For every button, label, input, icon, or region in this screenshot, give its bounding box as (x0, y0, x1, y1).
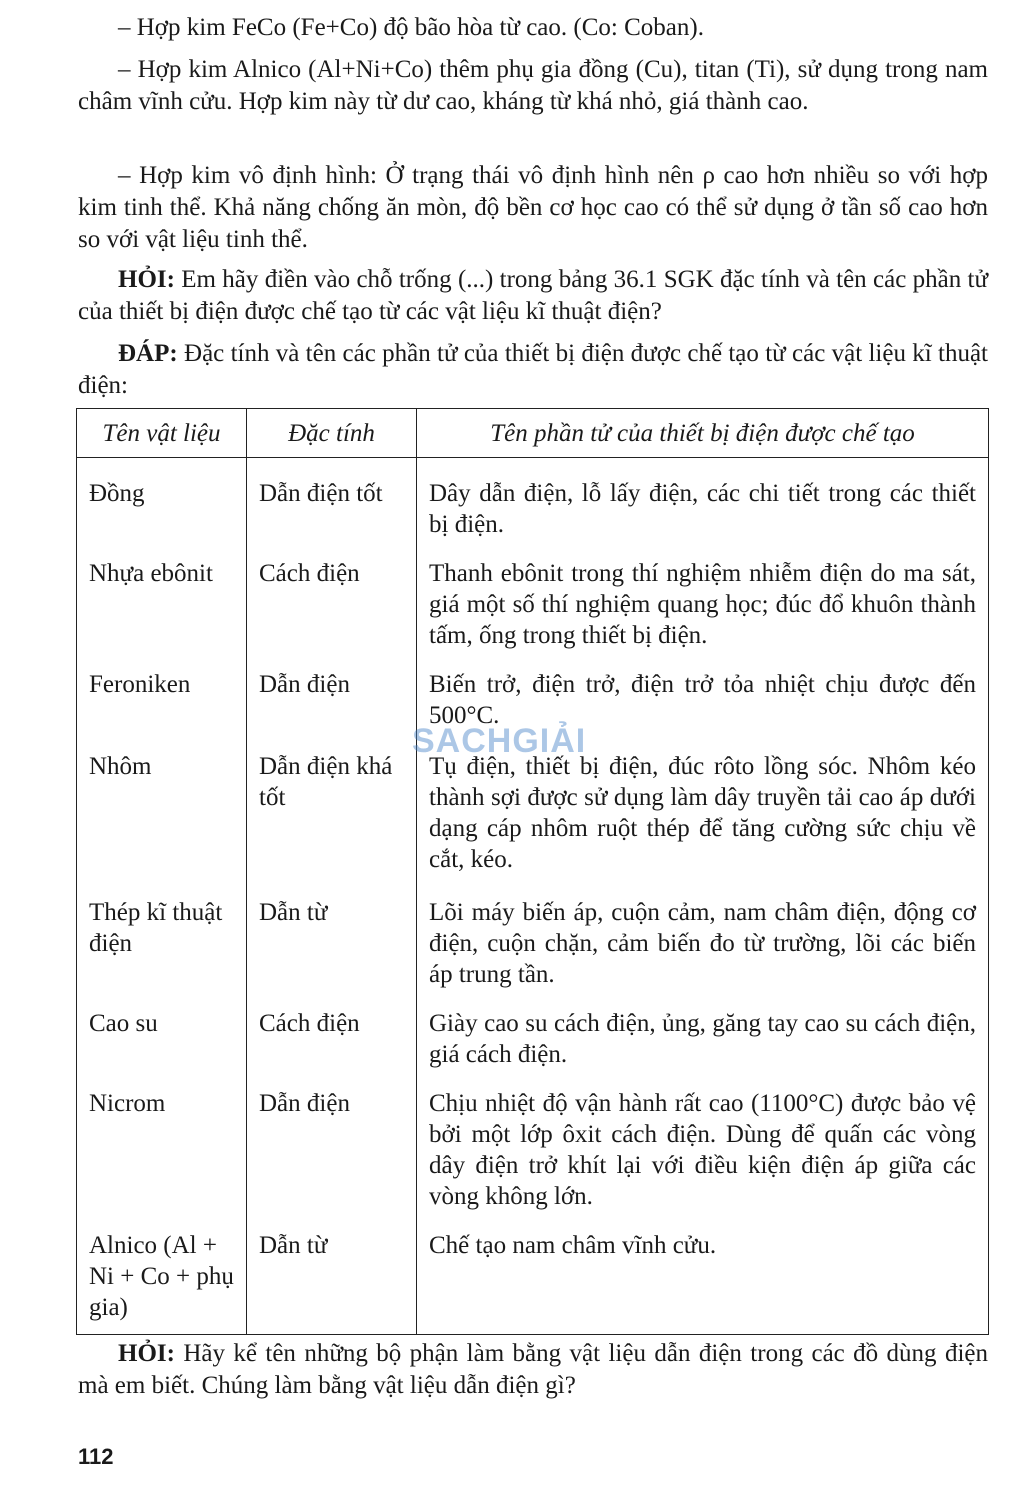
material-property: Dẫn điện (247, 1080, 417, 1222)
header-property: Đặc tính (247, 409, 417, 458)
answer-label: ĐÁP: (118, 340, 178, 367)
answer-text: Đặc tính và tên các phần tử của thiết bị điện được chế tạo từ các vật liệu kĩ thuật điện: (78, 340, 988, 399)
material-usage: Dây dẫn điện, lỗ lấy điện, các chi tiết trong các thiết bị điện. (417, 458, 989, 551)
header-material-name: Tên vật liệu (77, 409, 247, 458)
material-usage: Chịu nhiệt độ vận hành rất cao (1100°C) được bảo vệ bởi một lớp ôxit cách điện. Dùng để quấn các vòng dây điện trở khít lại với điều kiện điện áp giữa các vòng không lớn. (417, 1080, 989, 1222)
header-component: Tên phần tử của thiết bị điện được chế tạo (417, 409, 989, 458)
material-usage: Giày cao su cách điện, ủng, găng tay cao su cách điện, giá cách điện. (417, 1000, 989, 1080)
answer-1 (78, 338, 988, 402)
material-property: Dẫn từ (247, 1222, 417, 1334)
material-property: Cách điện (247, 1000, 417, 1080)
table-row (77, 1080, 989, 1222)
material-name: Nhựa ebônit (77, 550, 247, 661)
table-row (77, 1000, 989, 1080)
question-text: Hãy kể tên những bộ phận làm bằng vật liệu dẫn điện trong các đồ dùng điện mà em biết. Chúng làm bằng vật liệu dẫn điện gì? (78, 1340, 988, 1399)
paragraph-alnico: – Hợp kim Alnico (Al+Ni+Co) thêm phụ gia đồng (Cu), titan (Ti), sử dụng trong nam châm vĩnh cửu. Hợp kim này từ dư cao, kháng từ khá nhỏ, giá thành cao. (78, 56, 988, 115)
table-row (77, 743, 989, 889)
question-text: Em hãy điền vào chỗ trống (...) trong bảng 36.1 SGK đặc tính và tên các phần tử của thiết bị điện được chế tạo từ các vật liệu kĩ thuật điện? (78, 266, 988, 325)
material-usage: Lõi máy biến áp, cuộn cảm, nam châm điện, động cơ điện, cuộn chặn, cảm biến đo từ trường, lõi các biến áp trung tần. (417, 889, 989, 1000)
watermark-logo: SACHGIẢI (412, 722, 587, 760)
material-property: Dẫn điện (247, 661, 417, 743)
material-property: Cách điện (247, 550, 417, 661)
table-row (77, 458, 989, 551)
material-usage: Biến trở, điện trở, điện trở tỏa nhiệt chịu được đến 500°C. (417, 661, 989, 743)
question-1 (78, 264, 988, 328)
table-header-row (77, 409, 989, 458)
material-name: Nicrom (77, 1080, 247, 1222)
table-row (77, 550, 989, 661)
question-2 (78, 1338, 988, 1402)
table-row (77, 1222, 989, 1334)
material-name: Thép kĩ thuật điện (77, 889, 247, 1000)
question-label: HỎI: (118, 1340, 175, 1367)
material-property: Dẫn điện tốt (247, 458, 417, 551)
material-name: Nhôm (77, 743, 247, 889)
paragraph-amorphous: – Hợp kim vô định hình: Ở trạng thái vô định hình nên ρ cao hơn nhiều so với hợp kim tinh thể. Khả năng chống ăn mòn, độ bền cơ học cao có thể sử dụng ở tần số cao hơn so với vật liệu tinh thể. (78, 162, 988, 253)
material-name: Đồng (77, 458, 247, 551)
material-name: Alnico (Al + Ni + Co + phụ gia) (77, 1222, 247, 1334)
material-name: Feroniken (77, 661, 247, 743)
material-usage: Chế tạo nam châm vĩnh cửu. (417, 1222, 989, 1334)
page-number: 112 (78, 1444, 114, 1469)
material-name: Cao su (77, 1000, 247, 1080)
material-usage: Tụ điện, thiết bị điện, đúc rôto lồng sóc. Nhôm kéo thành sợi được sử dụng làm dây truyền tải cao áp dưới dạng cáp nhôm ruột thép để tăng cường sức chịu về cắt, kéo. (417, 743, 989, 889)
material-usage: Thanh ebônit trong thí nghiệm nhiễm điện do ma sát, giá một số thí nghiệm quang học; đúc đổ khuôn thành tấm, ống trong thiết bị điện. (417, 550, 989, 661)
paragraph-feco: – Hợp kim FeCo (Fe+Co) độ bão hòa từ cao. (Co: Coban). (118, 14, 704, 41)
materials-table (76, 408, 989, 1335)
material-property: Dẫn điện khá tốt (247, 743, 417, 889)
question-label: HỎI: (118, 266, 175, 293)
material-property: Dẫn từ (247, 889, 417, 1000)
table-row (77, 889, 989, 1000)
